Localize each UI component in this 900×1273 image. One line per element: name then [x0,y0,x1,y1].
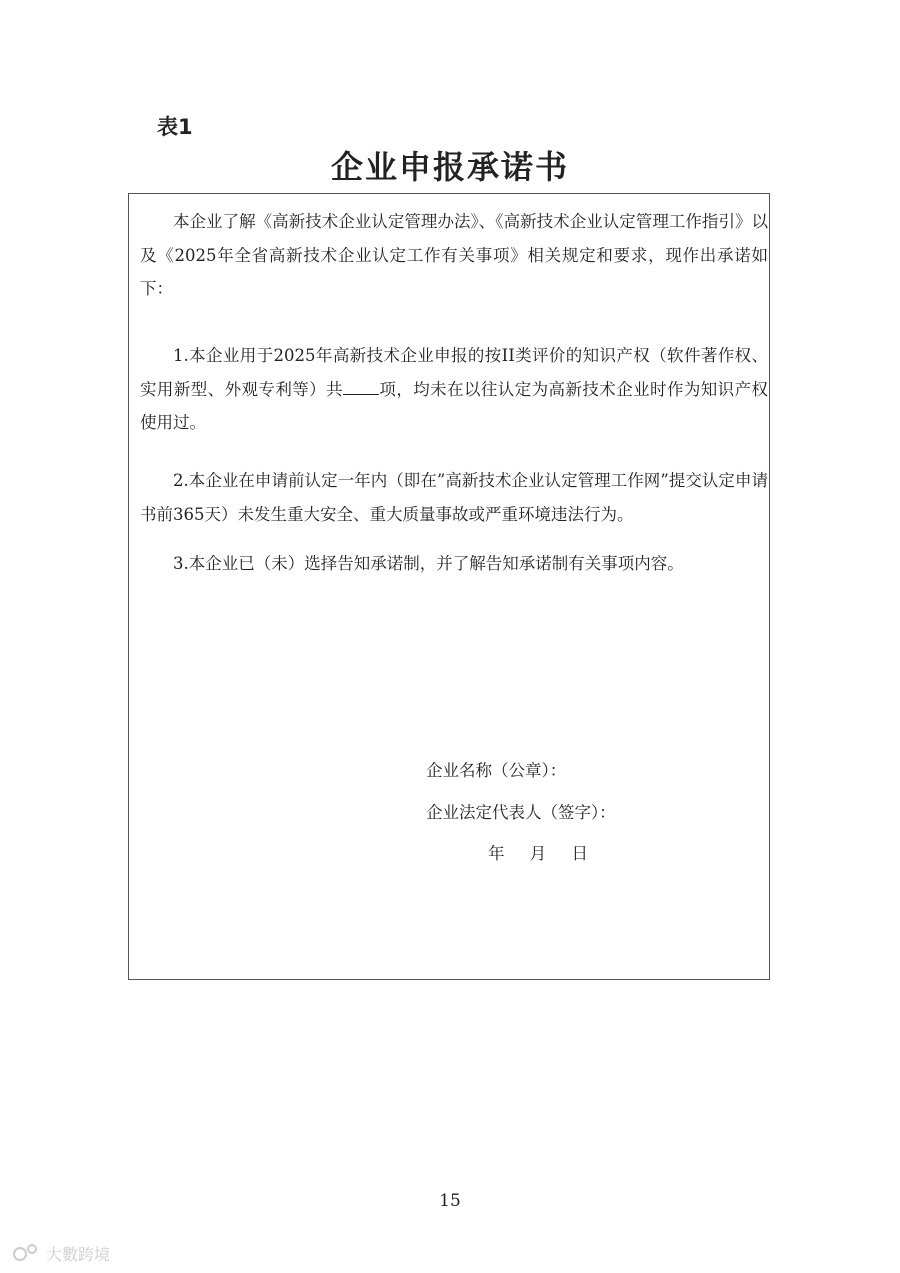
table-label: 表1 [157,115,193,139]
page-number: 15 [439,1191,461,1211]
commitment-item-2: 2.本企业在申请前认定一年内（即在”高新技术企业认定管理工作网”提交认定申请书前365天）未发生重大安全、重大质量事故或严重环境违法行为。 [140,471,768,524]
item1-text-before: 1.本企业用于2025年高新技术企业申报的按II类评价的知识产权（软件著作权、实用新型、外观专利等）共 [140,346,768,399]
intro-paragraph: 本企业了解《高新技术企业认定管理办法》、《高新技术企业认定管理工作指引》以及《2025年全省高新技术企业认定工作有关事项》相关规定和要求，现作出承诺如下： [140,212,768,298]
ip-count-blank[interactable] [343,380,379,395]
date-field: 年 月 日 [488,844,588,863]
page-title: 企业申报承诺书 [330,148,569,186]
company-name-field: 企业名称（公章）： [426,761,567,780]
commitment-box [128,193,770,980]
commitment-item-3: 3.本企业已（未）选择告知承诺制，并了解告知承诺制有关事项内容。 [173,554,684,573]
watermark-logo-icon [10,1240,130,1266]
commitment-item-1 [140,339,768,440]
item1-text-after: 项，均未在以往认定为高新技术企业时作为知识产权使用过。 [140,379,769,432]
legal-representative-field: 企业法定代表人（签字）： [426,803,616,822]
watermark-text: 大數跨境 [46,1245,111,1264]
